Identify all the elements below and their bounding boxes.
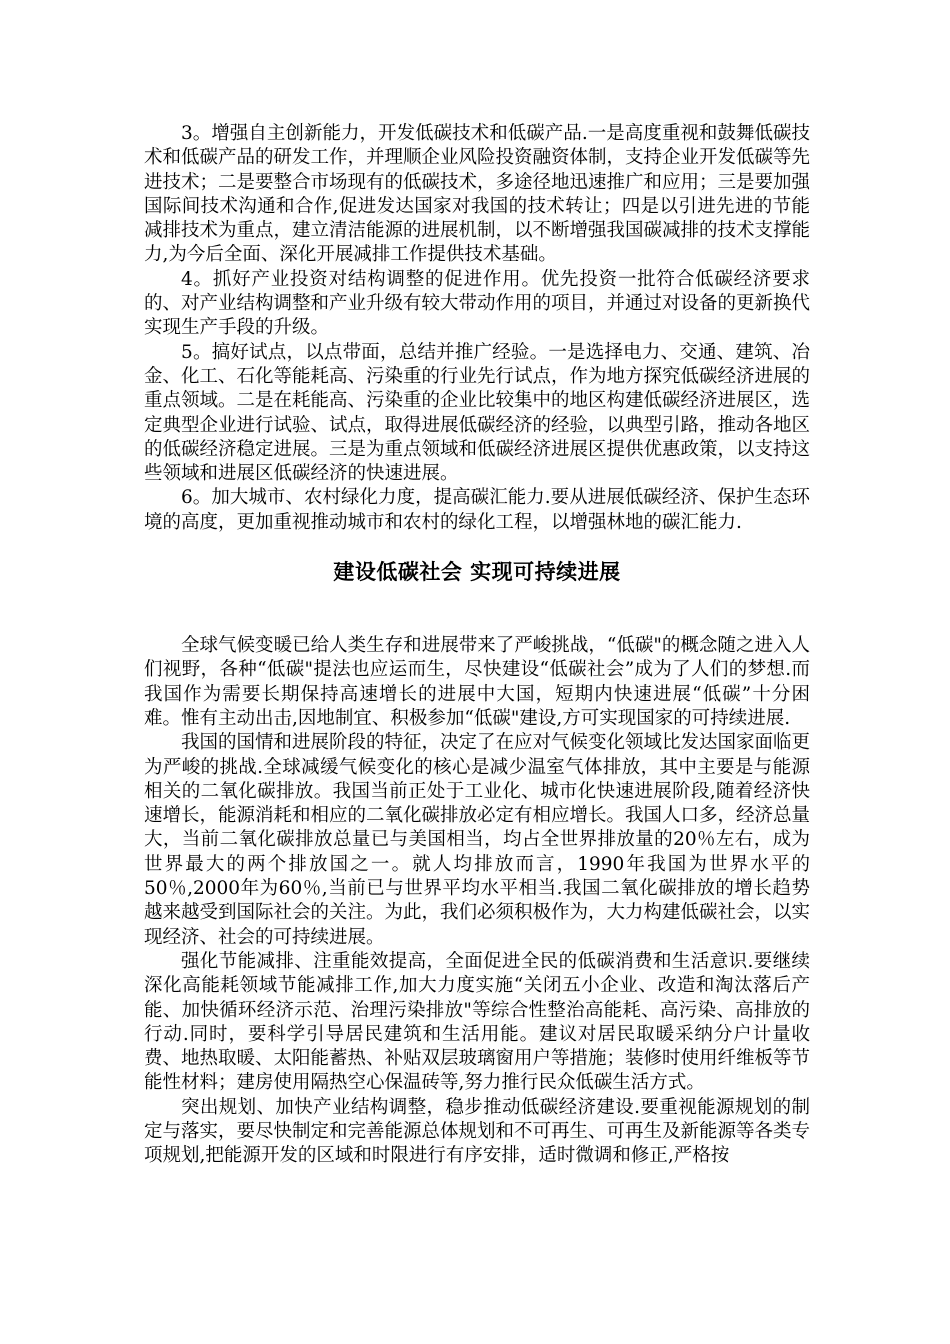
paragraph-item-5: 5。搞好试点，以点带面，总结并推广经验。一是选择电力、交通、建筑、冶金、化工、石化等能耗高、污染重的行业先行试点，作为地方探究低碳经济进展的重点领域。二是在耗能高、污染重的企业比较集中的地区构建低碳经济进展区，选定典型企业进行试验、试点，取得进展低碳经济的经验，以典型引路，推动各地区的低碳经济稳定进展。三是为重点领域和低碳经济进展区提供优惠政策，以支持这些领域和进展区低碳经济的快速进展。 xyxy=(144,341,811,485)
paragraph-energy-saving: 强化节能减排、注重能效提高，全面促进全民的低碳消费和生活意识.要继续深化高能耗领域节能减排工作,加大力度实施“关闭五小企业、改造和淘汰落后产能、加快循环经济示范、治理污染排放"等综合性整治高能耗、高污染、高排放的行动.同时，要科学引导居民建筑和生活用能。建议对居民取暖采纳分户计量收费、地热取暖、太阳能蓄热、补贴双层玻璃窗用户等措施；装修时使用纤维板等节能性材料；建房使用隔热空心保温砖等,努力推行民众低碳生活方式。 xyxy=(144,950,811,1094)
paragraph-planning: 突出规划、加快产业结构调整，稳步推动低碳经济建设.要重视能源规划的制定与落实，要尽快制定和完善能源总体规划和不可再生、可再生及新能源等各类专项规划,把能源开发的区域和时限进行有序安排，适时微调和修正,严格按 xyxy=(144,1096,811,1167)
paragraph-item-4: 4。抓好产业投资对结构调整的促进作用。优先投资一批符合低碳经济要求的、对产业结构调整和产业升级有较大带动作用的项目，并通过对设备的更新换代实现生产手段的升级。 xyxy=(144,268,811,339)
section-low-carbon-measures xyxy=(144,122,810,535)
paragraph-national-conditions: 我国的国情和进展阶段的特征，决定了在应对气候变化领域比发达国家面临更为严峻的挑战.全球减缓气候变化的核心是减少温室气体排放，其中主要是与能源相关的二氧化碳排放。我国当前正处于工业化、城市化快速进展阶段,随着经济快速增长，能源消耗和相应的二氧化碳排放必定有相应增长。我国人口多，经济总量大，当前二氧化碳排放总量已与美国相当，均占全世界排放量的20％左右，成为世界最大的两个排放国之一。就人均排放而言，1990年我国为世界水平的50％,2000年为60％,当前已与世界平均水平相当.我国二氧化碳排放的增长趋势越来越受到国际社会的关注。为此，我们必须积极作为，大力构建低碳社会，以实现经济、社会的可持续进展。 xyxy=(144,732,811,948)
paragraph-intro: 全球气候变暖已给人类生存和进展带来了严峻挑战，“低碳"的概念随之进入人们视野，各种“低碳"提法也应运而生，尽快建设“低碳社会”成为了人们的梦想.而我国作为需要长期保持高速增长的进展中大国，短期内快速进展“低碳”十分困难。惟有主动出击,因地制宜、积极参加“低碳"建设,方可实现国家的可持续进展. xyxy=(144,635,810,729)
section-low-carbon-society xyxy=(144,634,810,1169)
paragraph-item-6: 6。加大城市、农村绿化力度，提高碳汇能力.要从进展低碳经济、保护生态环境的高度，更加重视推动城市和农村的绿化工程，以增强林地的碳汇能力. xyxy=(144,487,810,533)
document-body xyxy=(144,122,810,1169)
paragraph-item-3: 3。增强自主创新能力，开发低碳技术和低碳产品.一是高度重视和鼓舞低碳技术和低碳产品的研发工作，并理顺企业风险投资融资体制，支持企业开发低碳等先进技术；二是要整合市场现有的低碳技术，多途径地迅速推广和应用；三是要加强国际间技术沟通和合作,促进发达国家对我国的技术转让；四是以引进先进的节能减排技术为重点，建立清洁能源的进展机制，以不断增强我国碳减排的技术支撑能力,为今后全面、深化开展减排工作提供技术基础。 xyxy=(144,123,811,266)
section-title: 建设低碳社会 实现可持续进展 xyxy=(333,560,621,585)
